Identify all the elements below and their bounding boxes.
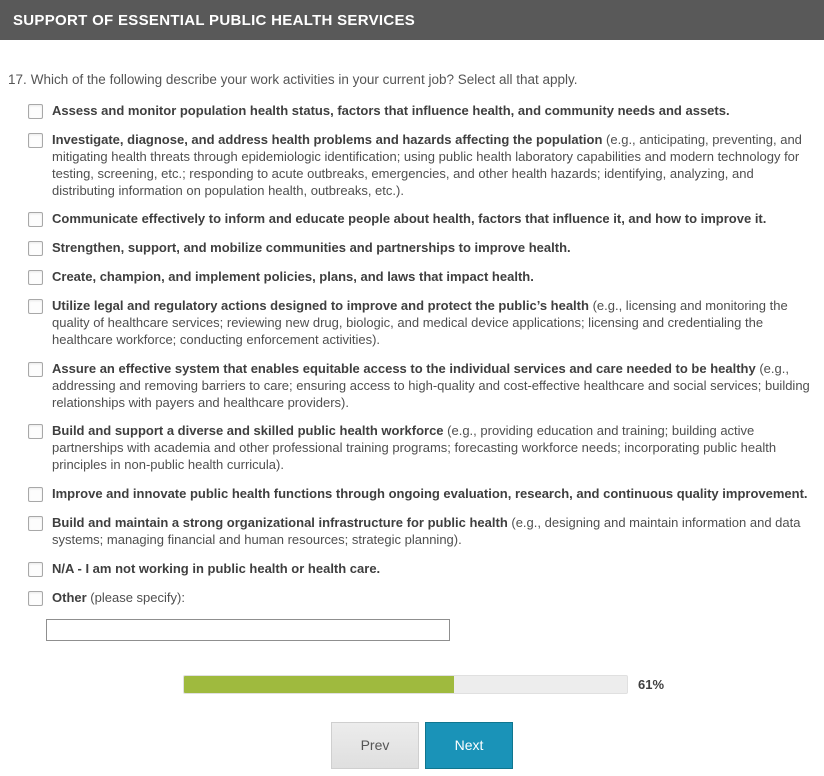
checkbox[interactable] <box>28 104 43 119</box>
option-label <box>52 590 185 607</box>
option-label-bold: Communicate effectively to inform and educate people about health, factors that influence it, and how to improve it. <box>52 211 767 227</box>
prev-button[interactable]: Prev <box>331 722 419 769</box>
option-label <box>52 240 571 257</box>
checkbox-option[interactable] <box>28 211 810 228</box>
option-label-bold: Assess and monitor population health status, factors that influence health, and community needs and assets. <box>52 103 730 118</box>
other-input-wrap <box>46 619 824 641</box>
checkbox-option[interactable] <box>28 486 810 503</box>
option-label-bold: Improve and innovate public health functions through ongoing evaluation, research, and continuous quality improvement. <box>52 486 808 502</box>
option-label-detail: (e.g., providing education and training; building active partnerships with academia and other professional training programs; forecasting workforce needs; incorporating public health principles in non-public health curricula). <box>52 423 777 473</box>
option-label-bold: Investigate, diagnose, and address health problems and hazards affecting the population <box>52 131 603 147</box>
checkbox[interactable] <box>28 487 43 502</box>
checkbox[interactable] <box>28 133 43 148</box>
checkbox[interactable] <box>28 562 43 577</box>
option-label-bold: Build and maintain a strong organizational infrastructure for public health <box>52 515 508 531</box>
option-label-bold: Build and support a diverse and skilled public health workforce <box>52 423 444 439</box>
checkbox[interactable] <box>28 270 43 285</box>
option-label <box>52 103 730 120</box>
nav-buttons <box>0 722 824 769</box>
checkbox-option[interactable] <box>28 423 810 474</box>
next-button[interactable]: Next <box>425 722 513 769</box>
option-label-bold: Other <box>52 589 87 605</box>
question-number: 17. <box>8 72 27 87</box>
checkbox-option[interactable] <box>28 240 810 257</box>
option-label-detail: (e.g., addressing and removing barriers to care; ensuring access to high-quality and cost-effective healthcare and social services; building relationships with payers and healthcare providers). <box>52 360 810 410</box>
checkbox[interactable] <box>28 362 43 377</box>
page-title: SUPPORT OF ESSENTIAL PUBLIC HEALTH SERVICES <box>13 11 416 29</box>
option-label-bold: Assure an effective system that enables equitable access to the individual services and care needed to be healthy <box>52 360 756 376</box>
checkbox[interactable] <box>28 591 43 606</box>
checkbox-option[interactable] <box>28 269 810 286</box>
option-label <box>52 298 810 349</box>
option-label <box>52 211 766 228</box>
option-label-detail: (e.g., designing and maintain information and data systems; managing financial and human resources; strategic planning). <box>52 515 801 547</box>
checkbox-option[interactable] <box>28 298 810 349</box>
option-label-bold: Create, champion, and implement policies, plans, and laws that impact health. <box>52 269 534 285</box>
option-label-bold: Strengthen, support, and mobilize communities and partnerships to improve health. <box>52 240 571 256</box>
option-label-detail: (e.g., licensing and monitoring the quality of healthcare services; reviewing new drug, biologic, and medical device applications; licensing and credentialing the healthcare workforce; conducting enforcement activities). <box>52 298 788 347</box>
checkbox-option[interactable] <box>28 132 810 200</box>
option-label <box>52 515 810 549</box>
checkbox[interactable] <box>28 212 43 227</box>
checkbox[interactable] <box>28 299 43 314</box>
checkbox-option[interactable] <box>28 103 810 120</box>
option-label <box>52 561 380 578</box>
progress-bar <box>183 675 628 694</box>
checkbox[interactable] <box>28 516 43 531</box>
checkbox-option[interactable] <box>28 361 810 412</box>
checkbox[interactable] <box>28 241 43 256</box>
other-specify-input[interactable] <box>46 619 450 641</box>
option-label-bold: Utilize legal and regulatory actions designed to improve and protect the public’s health <box>52 298 589 314</box>
option-label <box>52 361 810 412</box>
checkbox[interactable] <box>28 424 43 439</box>
question-text <box>8 72 812 87</box>
progress-row <box>183 675 824 694</box>
progress-percent: 61% <box>638 676 665 692</box>
checkbox-option[interactable] <box>28 590 810 607</box>
question-body: Which of the following describe your work activities in your current job? Select all that apply. <box>30 72 578 87</box>
option-label <box>52 269 534 286</box>
page-header <box>0 0 824 40</box>
progress-fill <box>184 676 454 693</box>
checkbox-option[interactable] <box>28 515 810 549</box>
option-label-detail: (please specify): <box>86 589 185 605</box>
options-list <box>28 103 810 607</box>
option-label <box>52 132 810 200</box>
checkbox-option[interactable] <box>28 561 810 578</box>
option-label-detail: (e.g., anticipating, preventing, and mitigating health threats through epidemiologic identification; using public health laboratory capabilities and modern technology for testing, screening, etc.; responding to acute outbreaks, emergencies, and other health hazards; identifying, analyzing, and distributing information on population health, outbreaks, etc.). <box>52 131 802 198</box>
question-section <box>0 40 824 769</box>
option-label <box>52 486 808 503</box>
option-label <box>52 423 810 474</box>
option-label-bold: N/A - I am not working in public health or health care. <box>52 560 381 576</box>
